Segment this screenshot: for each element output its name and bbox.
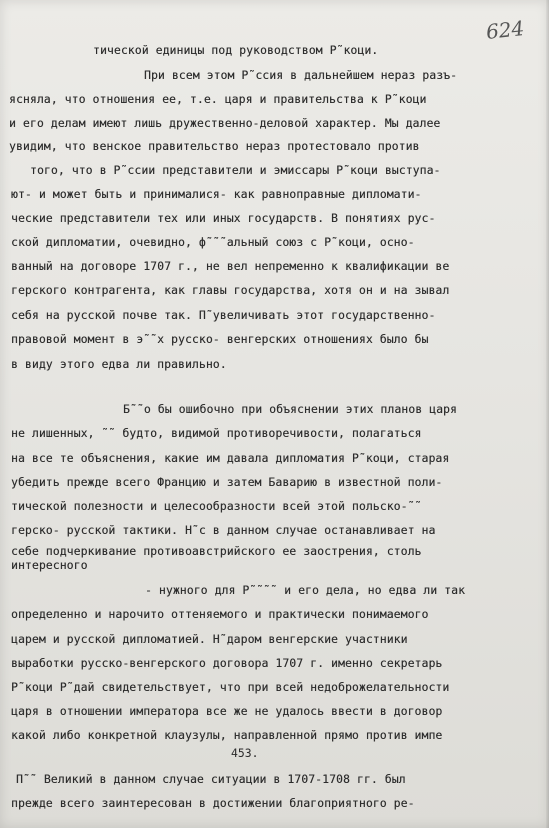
text-line-17: на все те объяснения, какие им давала дипломатия Р˜коци, старая (11, 451, 450, 465)
text-line-13: правовой момент в э˜˜х русско- венгерских отношениях было бы (11, 332, 429, 346)
text-line-15: Б˜˜о бы ошибочно при объяснении этих планов царя (123, 402, 457, 416)
text-line-16: не лишенных, ˜˜ будто, видимой противоречивости, полагаться (11, 426, 422, 440)
text-line-22: интересного (11, 558, 88, 572)
text-line-6: того, что в Р˜ссии представители и эмиссары Р˜коци выступа- (30, 163, 441, 177)
footnote-marker: 453. (231, 746, 259, 760)
text-line-8: ческие представители тех или иных государств. В понятиях рус- (11, 211, 436, 225)
text-line-10: ванный на договоре 1707 г., не вел непременно к квалификации ве (11, 259, 450, 273)
text-line-2: При всем этом Р˜ссия в дальнейшем нераз разъ- (144, 68, 458, 82)
text-line-28: царя в отношении императора все же не удалось ввести в договор (11, 704, 443, 718)
text-line-11: герского контрагента, как главы государства, хотя он и на зывал (11, 283, 450, 297)
text-line-5: увидим, что венское правительство нераз протестовало против (9, 139, 420, 153)
text-line-30: П˜˜ Великий в данном случае ситуации в 1707-1708 гг. был (16, 772, 406, 786)
text-line-4: и его делам имеют лишь дружественно-деловой характер. Мы далее (9, 116, 441, 130)
text-line-12: себя на русской почве так. П˜увеличивать этот государственно- (11, 308, 436, 322)
text-line-29: какой либо конкретной клаузулы, направленной прямо против импе (11, 728, 443, 742)
text-line-27: Р˜коци Р˜дай свидетельствует, что при всей недоброжелательности (11, 680, 450, 694)
text-line-24: определенно и нарочито оттеняемого и практически понимаемого (11, 607, 429, 621)
text-line-14: в виду этого едва ли правильно. (11, 357, 227, 371)
text-line-9: ской дипломатии, очевидно, ф˜˜˜альный союз с Р˜коци, осно- (11, 235, 415, 249)
text-line-18: убедить прежде всего Францию и затем Баварию в известной поли- (11, 475, 443, 489)
text-line-3: ясняла, что отношения ее, т.е. царя и правительства к Р˜коци (9, 92, 427, 106)
text-line-25: царем и русской дипломатией. Н˜даром венгерские участники (11, 632, 408, 646)
text-line-1: тической единицы под руководством Р˜коци. (93, 43, 379, 57)
text-line-31: прежде всего заинтересован в достижении благоприятного ре- (11, 796, 415, 810)
text-line-7: ют- и может быть и принималися- как равноправные дипломати- (11, 187, 422, 201)
text-line-21: себе подчеркивание противоавстрийского ее заострения, столь (11, 544, 422, 558)
text-line-23: - нужного для Р˜˜˜˜ и его дела, но едва ли так (145, 583, 466, 597)
text-line-20: герско- русской тактики. Н˜с в данном случае останавливает на (11, 523, 436, 537)
handwritten-page-number: 624 (484, 16, 526, 44)
text-line-19: тической полезности и целесообразности всей этой польско-˜˜ (11, 499, 422, 513)
text-line-26: выработки русско-венгерского договора 1707 г. именно секретарь (11, 656, 443, 670)
